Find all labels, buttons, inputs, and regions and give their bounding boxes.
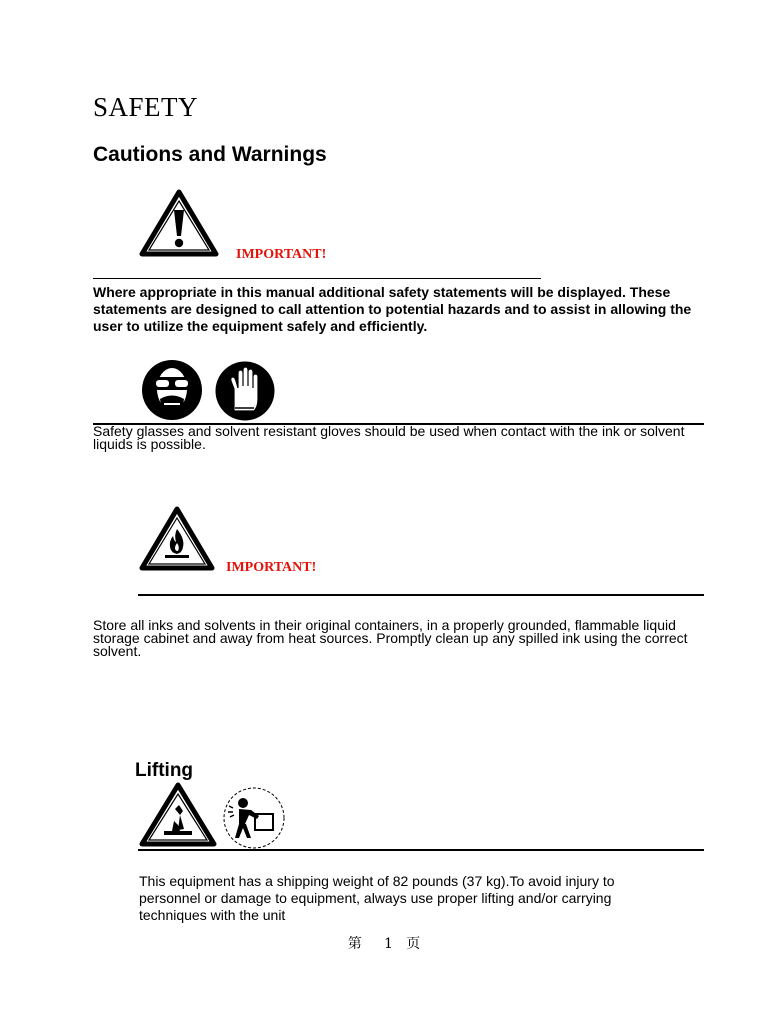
section-heading-lifting: Lifting (135, 760, 194, 781)
lifting-warning-icon (138, 781, 218, 849)
important-label: IMPORTANT! (226, 560, 317, 575)
flammable-warning-icon (138, 505, 216, 573)
page-number: 第 1 页 (347, 936, 421, 952)
divider (93, 278, 541, 279)
storage-paragraph: Store all inks and solvents in their original containers, in a properly grounded, flammable liquid storage cabinet and away from heat sources. Promptly clean up any spilled ink using the correct solvent. (93, 617, 688, 659)
section-heading-cautions: Cautions and Warnings (93, 143, 327, 166)
person-lifting-icon (219, 786, 289, 850)
ppe-paragraph: Safety glasses and solvent resistant gloves should be used when contact with the ink or solvent liquids is possible. (93, 423, 685, 452)
warning-triangle-icon (138, 188, 220, 260)
important-label: IMPORTANT! (236, 247, 327, 262)
lifting-paragraph: This equipment has a shipping weight of 82 pounds (37 kg).To avoid injury to personnel or damage to equipment, always use proper lifting and/or carrying techniques with the unit (139, 873, 615, 923)
divider (138, 849, 704, 851)
intro-paragraph: Where appropriate in this manual additional safety statements will be displayed. These statements are designed to call attention to potential hazards and to assist in allowing the user to utilize the equipment safely and efficiently. (93, 284, 692, 334)
protective-glove-icon (214, 361, 276, 421)
face-mask-goggles-icon (140, 359, 204, 421)
page-title: SAFETY (93, 92, 199, 122)
divider (138, 594, 704, 596)
